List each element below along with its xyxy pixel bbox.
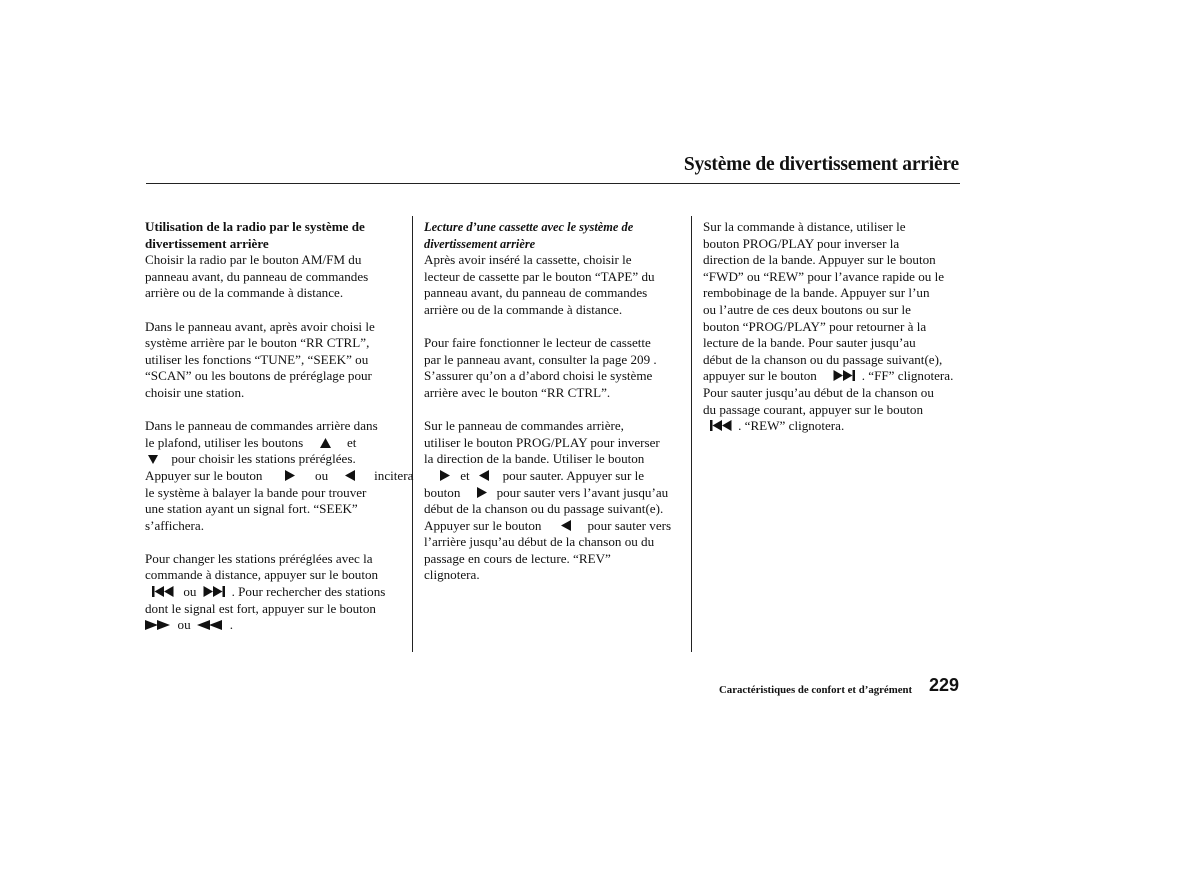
page-title: Système de divertissement arrière [683, 154, 959, 175]
remote-paragraph: Sur la commande à distance, utiliser le bouton PROG/PLAY pour inverser la direction de la bande. Appuyer sur le bouton “FWD” ou “REW” pour l’avance rapide ou le rembobinage de la bande. Appuyer sur l’un ou l’autre de ces deux boutons ou sur le bouton “PROG/PLAY” pour retourner à la lecture de la bande. Pour sauter jusqu’au début de la chanson ou du passage suivant(e), appuyer sur le bouton . “FF” clignotera. Pour sauter jusqu’au début de la chanson ou du passage courant, appuyer sur le bouton . “REW” clignotera. [703, 219, 954, 434]
radio-paragraph-4: Pour changer les stations préréglées avec la commande à distance, appuyer sur le bouton ou . Pour rechercher des stations dont le signal est fort, appuyer sur le bouton ou . [145, 550, 386, 633]
radio-paragraph-1: Choisir la radio par le bouton AM/FM du panneau avant, du panneau de commandes arrière ou de la commande à distance. [145, 252, 369, 301]
cassette-heading-line2: divertissement arrière [424, 236, 536, 251]
skip-forward-icon [833, 370, 855, 381]
radio-paragraph-3: Dans le panneau de commandes arrière dans le plafond, utiliser les boutons et pour choisir les stations préréglées. Appuyer sur le bouton ou incitera le système à balayer la bande pour trouver une station ayant un signal fort. “SEEK” s’affichera. [145, 418, 414, 533]
triangle-right-icon [285, 470, 295, 481]
radio-paragraph-2: Dans le panneau avant, après avoir choisi le système arrière par le bouton “RR CTRL”, utiliser les fonctions “TUNE”, “SEEK” ou “SCAN” ou les boutons de préréglage pour choisir une station. [145, 318, 375, 400]
cassette-heading-line1: Lecture d’une cassette avec le système de [424, 220, 634, 234]
skip-forward-icon [203, 586, 225, 597]
page-number: 229 [929, 675, 960, 695]
header-rule [146, 183, 960, 184]
radio-heading-line2: divertissement arrière [145, 235, 269, 251]
column-3 [703, 219, 953, 451]
cassette-paragraph-3: Sur le panneau de commandes arrière, utiliser le bouton PROG/PLAY pour inverser la direction de la bande. Utiliser le bouton et pour sauter. Appuyer sur le bouton pour sauter vers l’avant jusqu’au début de la chanson ou du passage suivant(e). Appuyer sur le bouton pour sauter vers l’arrière jusqu’au début de la chanson ou du passage en cours de lecture. “REV” clignotera. [424, 418, 672, 583]
skip-back-icon [152, 586, 174, 597]
footer-section-title: Caractéristiques de confort et d’agrément [719, 684, 913, 696]
skip-back-icon [710, 420, 732, 431]
column-divider-2 [691, 216, 692, 652]
triangle-down-icon [148, 455, 158, 464]
column-1 [145, 219, 413, 650]
triangle-left-icon [561, 520, 571, 531]
triangle-left-icon [345, 470, 355, 481]
triangle-right-icon [477, 487, 487, 498]
fast-forward-icon [145, 620, 171, 630]
cassette-paragraph-1: Après avoir inséré la cassette, choisir le lecteur de cassette par le bouton “TAPE” du panneau avant, du panneau de commandes arrière ou de la commande à distance. [424, 252, 655, 317]
triangle-left-icon [479, 470, 489, 481]
cassette-paragraph-2: Pour faire fonctionner le lecteur de cassette par le panneau avant, consulter la page 209 . S’assurer qu’on a d’abord choisi le système arrière avec le bouton “RR CTRL”. [424, 335, 657, 400]
column-2 [424, 219, 671, 601]
triangle-right-icon [440, 470, 450, 481]
triangle-up-icon [320, 438, 331, 448]
radio-heading-line1: Utilisation de la radio par le système de [145, 219, 365, 234]
rewind-icon [197, 620, 223, 630]
